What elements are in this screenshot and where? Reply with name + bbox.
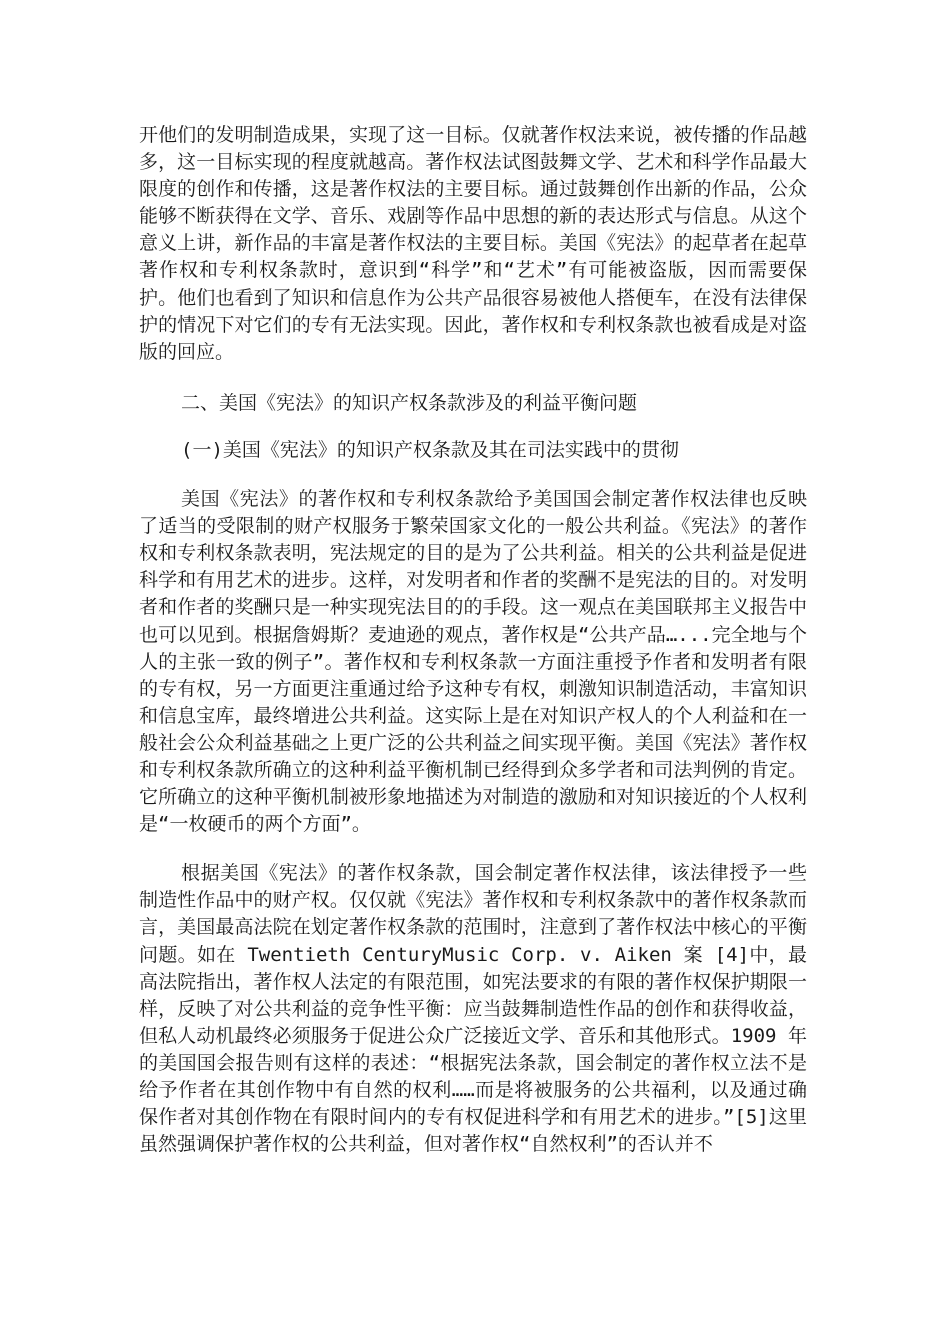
section-heading: 二、美国《宪法》的知识产权条款涉及的利益平衡问题 <box>181 391 638 414</box>
document-page <box>139 122 807 1158</box>
paragraph-continuation: 开他们的发明制造成果，实现了这一目标。仅就著作权法来说，被传播的作品越多，这一目标实现的程度就越高。著作权法试图鼓舞文学、艺术和科学作品最大限度的创作和传播，这是著作权法的主要目标。通过鼓舞创作出新的作品，公众能够不断获得在文学、音乐、戏剧等作品中思想的新的表达形式与信息。从这个意义上讲，新作品的丰富是著作权法的主要目标。美国《宪法》的起草者在起草著作权和专利权条款时，意识到“科学”和“艺术”有可能被盗版，因而需要保护。他们也看到了知识和信息作为公共产品很容易被他人搭便车，在没有法律保护的情况下对它们的专有无法实现。因此，著作权和专利权条款也被看成是对盗版的回应。 <box>139 124 807 363</box>
paragraph-supreme-court: 根据美国《宪法》的著作权条款，国会制定著作权法律，该法律授予一些制造性作品中的财产权。仅仅就《宪法》著作权和专利权条款中的著作权条款而言，美国最高法院在划定著作权条款的范围时，注意到了著作权法中核心的平衡问题。如在 Twentieth CenturyMusic Corp. v. Aiken 案 [4]中，最高法院指出，著作权人法定的有限范围，如宪法要求的有限的著作权保护期限一样，反映了对公共利益的竞争性平衡：应当鼓舞制造性作品的创作和获得收益，但私人动机最终必须服务于促进公众广泛接近文学、音乐和其他形式。1909 年的美国国会报告则有这样的表述：“根据宪法条款，国会制定的著作权立法不是给予作者在其创作物中有自然的权利……而是将被服务的公共福利，以及通过确保作者对其创作物在有限时间内的专有权促进科学和有用艺术的进步。”[5]这里虽然强调保护著作权的公共利益，但对著作权“自然权利”的否认并不 <box>139 862 807 1156</box>
paragraph-copyright-clause: 美国《宪法》的著作权和专利权条款给予美国国会制定著作权法律也反映了适当的受限制的财产权服务于繁荣国家文化的一般公共利益。《宪法》的著作权和专利权条款表明，宪法规定的目的是为了公共利益。相关的公共利益是促进科学和有用艺术的进步。这样，对发明者和作者的奖酬不是宪法的目的。对发明者和作者的奖酬只是一种实现宪法目的的手段。这一观点在美国联邦主义报告中也可以见到。根据詹姆斯？麦迪逊的观点，著作权是“公共产品…...完全地与个人的主张一致的例子”。著作权和专利权条款一方面注重授予作者和发明者有限的专有权，另一方面更注重通过给予这种专有权，刺激知识制造活动，丰富知识和信息宝库，最终增进公共利益。这实际上是在对知识产权人的个人利益和在一般社会公众利益基础之上更广泛的公共利益之间实现平衡。美国《宪法》著作权和专利权条款所确立的这种利益平衡机制已经得到众多学者和司法判例的肯定。它所确立的这种平衡机制被形象地描述为对制造的激励和对知识接近的个人权利是“一枚硬币的两个方面”。 <box>139 488 807 836</box>
subsection-heading: (一)美国《宪法》的知识产权条款及其在司法实践中的贯彻 <box>181 438 679 461</box>
